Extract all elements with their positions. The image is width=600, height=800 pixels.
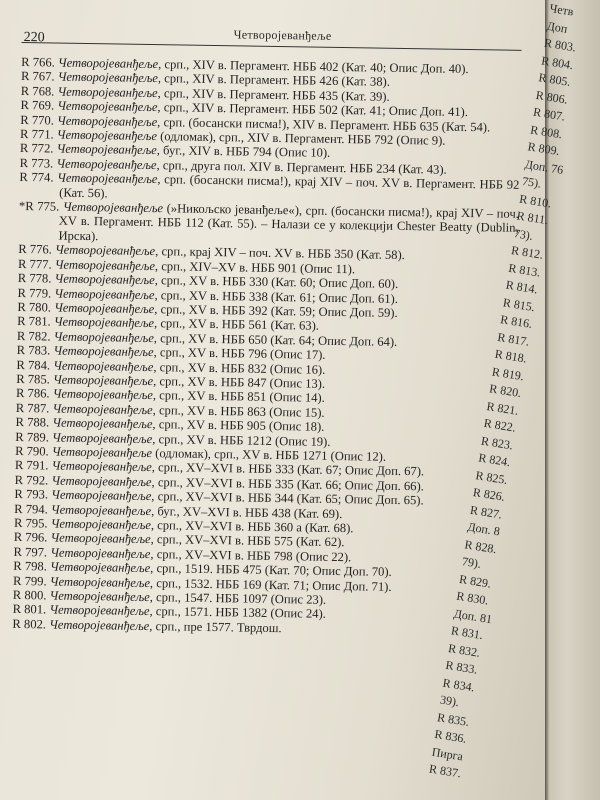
entry-title: Четворојеванђеље bbox=[56, 141, 157, 158]
page-content bbox=[12, 14, 522, 639]
entry-text: , срп., XV в. НББ 832 (Опис 16). bbox=[153, 359, 326, 377]
facing-page-line: R 815. bbox=[502, 294, 536, 314]
facing-page-line: R 804. bbox=[540, 52, 575, 72]
entry-title: Четворојеванђеље bbox=[57, 98, 158, 115]
entry-title: Четворојеванђеље bbox=[57, 69, 159, 86]
entry-title: Четворојеванђеље bbox=[49, 588, 150, 605]
entry-code: R 790. bbox=[15, 443, 49, 459]
entry-title: Четворојеванђеље bbox=[51, 444, 153, 461]
facing-page-line: 79). bbox=[461, 554, 483, 571]
entry-text: , буг., XIV в. НББ 794 (Опис 10). bbox=[156, 143, 331, 161]
facing-page-line: R 828. bbox=[463, 536, 498, 556]
entry-title: Четворојеванђеље bbox=[57, 170, 158, 187]
entry-code: R 797. bbox=[13, 544, 48, 560]
entry-text: , срп., XV в. НББ 863 (Опис 15). bbox=[152, 402, 325, 420]
entry-title: Четворојеванђеље bbox=[52, 372, 154, 389]
facing-page-line: R 808. bbox=[529, 121, 564, 141]
entry-text: , срп., XV–XVI в. НББ 335 (Кат. 66; Опис Доп. 66). bbox=[151, 474, 425, 494]
entry-title: Четворојеванђеље bbox=[51, 458, 152, 475]
facing-page-line: R 805. bbox=[537, 70, 572, 89]
facing-page-edge bbox=[428, 0, 600, 800]
facing-page-line: Пирга bbox=[430, 744, 465, 763]
facing-page-line: Доп. 81 bbox=[452, 605, 494, 626]
entry-text: (»Никољско јеванђеље«), срп. (босански писма!), крај XIV – поч. XV в. Пергамент. НББ 112 (Кат. 55). – Налази се у колекцији Chester Beatty (Dublin, Ирска). bbox=[58, 201, 520, 244]
entry-code: R 792. bbox=[14, 472, 49, 488]
facing-page-line: R 820. bbox=[488, 381, 523, 401]
entry-code: R 795. bbox=[13, 515, 48, 531]
entry-code: R 794. bbox=[14, 501, 48, 517]
entry-code: R 770. bbox=[20, 112, 55, 128]
facing-page-line: Четв bbox=[548, 0, 575, 19]
entry-title: Четворојеванђеље bbox=[56, 156, 157, 172]
entry-text: , срп., XV в. НББ 851 (Опис 14). bbox=[152, 388, 325, 406]
entry-code: R 771. bbox=[20, 127, 54, 142]
facing-page-line: R 818. bbox=[493, 346, 528, 366]
entry-title: Четворојеванђеље bbox=[53, 358, 154, 374]
entry-title: Четворојеванђеље bbox=[52, 415, 153, 432]
entry-title: Четворојеванђеље bbox=[49, 574, 151, 590]
entry-text: (одломак), срп., XIV в. Пергамент. НББ 792 (Опис 9). bbox=[156, 129, 446, 148]
facing-page-line: R 829. bbox=[458, 571, 493, 591]
entry-code: R 789. bbox=[15, 429, 50, 445]
entry-text: , срп., XIV в. Пергамент. НББ 502 (Кат. 41; Опис Доп. 41). bbox=[157, 100, 469, 120]
entry-code: R 773. bbox=[19, 155, 54, 171]
entry-code: R 780. bbox=[17, 299, 52, 315]
entry-text: , срп., XIV–XV в. НББ 901 (Опис 11). bbox=[154, 258, 356, 276]
facing-page-line: R 812. bbox=[510, 242, 545, 262]
entry-text: , срп., XV в. НББ 338 (Кат. 61; Опис Доп. 61). bbox=[154, 287, 399, 306]
facing-page-line: Доп. 76 bbox=[524, 156, 565, 177]
entry-text: , срп., XV–XVI в. НББ 360 а (Кат. 68). bbox=[150, 518, 354, 536]
facing-page-line: R 831. bbox=[450, 623, 484, 643]
entry-title: Четворојеванђеље bbox=[57, 55, 159, 72]
entry-code: R 796. bbox=[13, 530, 48, 545]
entry-code: R 800. bbox=[12, 587, 47, 603]
entry-text: , срп., 1519. НББ 475 (Кат. 70; Опис Доп. 70). bbox=[150, 561, 392, 580]
entry-title: Четворојеванђеље bbox=[49, 617, 150, 633]
facing-page-line: R 816. bbox=[499, 312, 534, 331]
entry-code: R 776. bbox=[18, 242, 53, 257]
entry-code: R 788. bbox=[15, 415, 50, 430]
entry-text: , срп., пре 1577. Тврдош. bbox=[149, 618, 282, 635]
entry-text: , срп., XV–XVI в. НББ 575 (Кат. 62). bbox=[150, 532, 345, 550]
entry-text: , срп., XV в. НББ 796 (Опис 17). bbox=[153, 345, 326, 362]
entry-text: , срп., крај XIV – поч. XV в. НББ 350 (Кат. 58). bbox=[155, 244, 405, 263]
entry-title: Четворојеванђеље bbox=[51, 430, 153, 446]
entry-code: R 778. bbox=[17, 271, 52, 286]
entry-title: Четворојеванђеље bbox=[54, 300, 155, 317]
entry-text: , срп., XV в. НББ 847 (Опис 13). bbox=[153, 374, 326, 391]
entry-title: Четворојеванђеље bbox=[62, 199, 164, 216]
catalog-entries bbox=[12, 55, 521, 639]
entry-text: , срп. (босански писма!), крај XIV – поч. XV в. Пергамент. НББ 92 (Кат. 56). bbox=[59, 172, 520, 201]
entry-text: , срп. (босански писма!), XIV в. Пергамент. НББ 635 (Кат. 54). bbox=[157, 114, 491, 134]
facing-page-line: R 836. bbox=[433, 726, 468, 746]
entry-title: Четворојеванђеље bbox=[52, 401, 153, 417]
facing-page-line: 73). bbox=[513, 225, 535, 243]
facing-page-line: 75). bbox=[521, 173, 543, 191]
entry-title: Четворојеванђеље bbox=[53, 329, 154, 345]
entry-title: Четворојеванђеље bbox=[49, 559, 151, 576]
entry-title: Четворојеванђеље bbox=[53, 314, 155, 331]
facing-page-line: R 827. bbox=[469, 502, 504, 522]
entry-text: , срп., XV в. НББ 1212 (Опис 19). bbox=[152, 431, 331, 449]
page-number: 220 bbox=[23, 30, 45, 46]
entry-code: R 799. bbox=[12, 573, 47, 589]
entry-title: Четворојеванђеље bbox=[54, 257, 156, 273]
entry-title: Четворојеванђеље bbox=[54, 242, 156, 259]
entry-code: R 774. bbox=[19, 170, 54, 185]
entry-title: Четворојеванђеље bbox=[54, 286, 155, 302]
entry-code: R 783. bbox=[16, 343, 51, 358]
facing-page-line: R 803. bbox=[543, 35, 577, 55]
entry-code: R 781. bbox=[17, 314, 51, 329]
entry-code: R 779. bbox=[17, 285, 52, 300]
entry-code: R 769. bbox=[20, 98, 55, 113]
facing-page-line: R 807. bbox=[532, 104, 567, 124]
entry-text: , срп., XIV в. Пергамент. НББ 402 (Кат. 40; Опис Доп. 40). bbox=[158, 57, 469, 77]
facing-page-line: R 810. bbox=[518, 191, 553, 210]
entry-code: R 801. bbox=[12, 602, 47, 617]
entry-title: Четворојеванђеље bbox=[52, 386, 154, 403]
facing-page-line: Доп. 8 bbox=[466, 519, 501, 539]
entry-text: , срп., XIV в. Пергамент. НББ 435 (Кат. 39). bbox=[157, 85, 390, 104]
entry-code: R 777. bbox=[17, 256, 52, 272]
entry-text: , буг., XV–XVI в. НББ 438 (Кат. 69). bbox=[151, 503, 343, 521]
entry-text: , срп., 1547. НББ 1097 (Опис 23). bbox=[149, 590, 327, 607]
entry-title: Четворојеванђеље bbox=[51, 487, 152, 504]
entry-text: , срп., XV в. НББ 905 (Опис 18). bbox=[152, 417, 325, 434]
entry-code: R 798. bbox=[13, 559, 48, 574]
entry-title: Четворојеванђеље bbox=[50, 530, 151, 547]
entry-code: R 802. bbox=[12, 616, 47, 632]
facing-page-line: R 823. bbox=[480, 433, 515, 452]
entry-text: , срп., 1532. НББ 169 (Кат. 71; Опис Доп. 71). bbox=[149, 575, 392, 594]
entry-code: R 782. bbox=[16, 328, 51, 344]
entry-text: , срп., друга пол. XIV в. Пергамент. НББ 234 (Кат. 43). bbox=[156, 157, 447, 177]
entry-code: R 768. bbox=[20, 83, 55, 99]
facing-page-line: R 830. bbox=[455, 588, 490, 608]
entry-text: , срп., XV–XVI в. НББ 344 (Кат. 65; Опис Доп. 65). bbox=[151, 489, 424, 508]
entry-title: Четворојеванђеље bbox=[51, 473, 152, 489]
entry-title: Четворојеванђеље bbox=[53, 343, 154, 360]
running-title: Четворојеванђеље bbox=[233, 27, 332, 43]
entry-text: , срп., XV в. НББ 561 (Кат. 63). bbox=[153, 316, 320, 334]
facing-page-line: R 837. bbox=[428, 761, 463, 781]
facing-page-line: R 825. bbox=[474, 467, 509, 487]
facing-page-line: R 817. bbox=[496, 329, 531, 349]
facing-page-line: R 835. bbox=[436, 709, 471, 729]
facing-page-line: R 821. bbox=[485, 398, 520, 418]
entry-text: (одломак), срп., XV в. НББ 1271 (Опис 12). bbox=[151, 446, 387, 464]
entry-title: Четворојеванђеље bbox=[50, 516, 152, 533]
facing-page-line: R 826. bbox=[472, 484, 506, 504]
facing-page-line: R 824. bbox=[477, 450, 512, 470]
entry-title: Четворојеванђеље bbox=[57, 84, 158, 100]
entry-text: , срп., XV в. НББ 650 (Кат. 64; Опис Доп. 64). bbox=[153, 330, 398, 349]
entry-title: Четворојеванђеље bbox=[54, 271, 155, 288]
entry-text: , срп., XV в. НББ 330 (Кат. 60; Опис Доп. 60). bbox=[154, 273, 399, 292]
entry-text: , срп., XV–XVI в. НББ 798 (Опис 22). bbox=[150, 546, 352, 565]
facing-page-line: R 813. bbox=[507, 260, 542, 280]
entry-code: *R 775. bbox=[18, 199, 60, 214]
facing-page-line: R 819. bbox=[491, 363, 525, 383]
entry-code: R 767. bbox=[20, 69, 55, 84]
entry-code: R 787. bbox=[15, 400, 50, 416]
facing-page-line: 39). bbox=[439, 692, 461, 710]
entry-code: R 786. bbox=[15, 386, 50, 401]
entry-title: Четворојеванђеље bbox=[56, 127, 158, 144]
entry-text: , срп., XIV в. Пергамент. НББ 426 (Кат. 38). bbox=[157, 71, 391, 90]
entry-code: R 772. bbox=[19, 141, 54, 156]
entry-title: Четворојеванђеље bbox=[56, 113, 158, 129]
facing-page-line: R 822. bbox=[482, 415, 517, 435]
entry-text: , срп., XV в. НББ 392 (Кат. 59; Опис Доп. 59). bbox=[154, 302, 398, 320]
entry-title: Четворојеванђеље bbox=[50, 502, 152, 518]
facing-page-line: R 834. bbox=[441, 675, 476, 694]
facing-page-line: R 806. bbox=[534, 87, 569, 107]
entry-code: R 785. bbox=[16, 371, 50, 387]
facing-page-line: R 832. bbox=[447, 640, 482, 660]
entry-code: R 791. bbox=[14, 458, 49, 473]
entry-code: R 784. bbox=[16, 357, 51, 373]
entry-code: R 793. bbox=[14, 487, 49, 502]
facing-page-line: R 833. bbox=[444, 657, 479, 677]
entry-title: Четворојеванђеље bbox=[50, 545, 151, 561]
facing-page-line: R 809. bbox=[526, 139, 561, 159]
entry-title: Четворојеванђеље bbox=[49, 602, 150, 619]
entry-text: , срп., XV–XVI в. НББ 333 (Кат. 67; Опис Доп. 67). bbox=[151, 460, 425, 479]
entry-text: , срп., 1571. НББ 1382 (Опис 24). bbox=[149, 604, 326, 622]
entry-code: R 766. bbox=[21, 54, 55, 70]
facing-page-line: R 814. bbox=[504, 277, 539, 297]
page-header bbox=[22, 14, 522, 51]
facing-page-line: R 811. bbox=[515, 208, 550, 228]
facing-page-line: Доп bbox=[545, 18, 569, 36]
